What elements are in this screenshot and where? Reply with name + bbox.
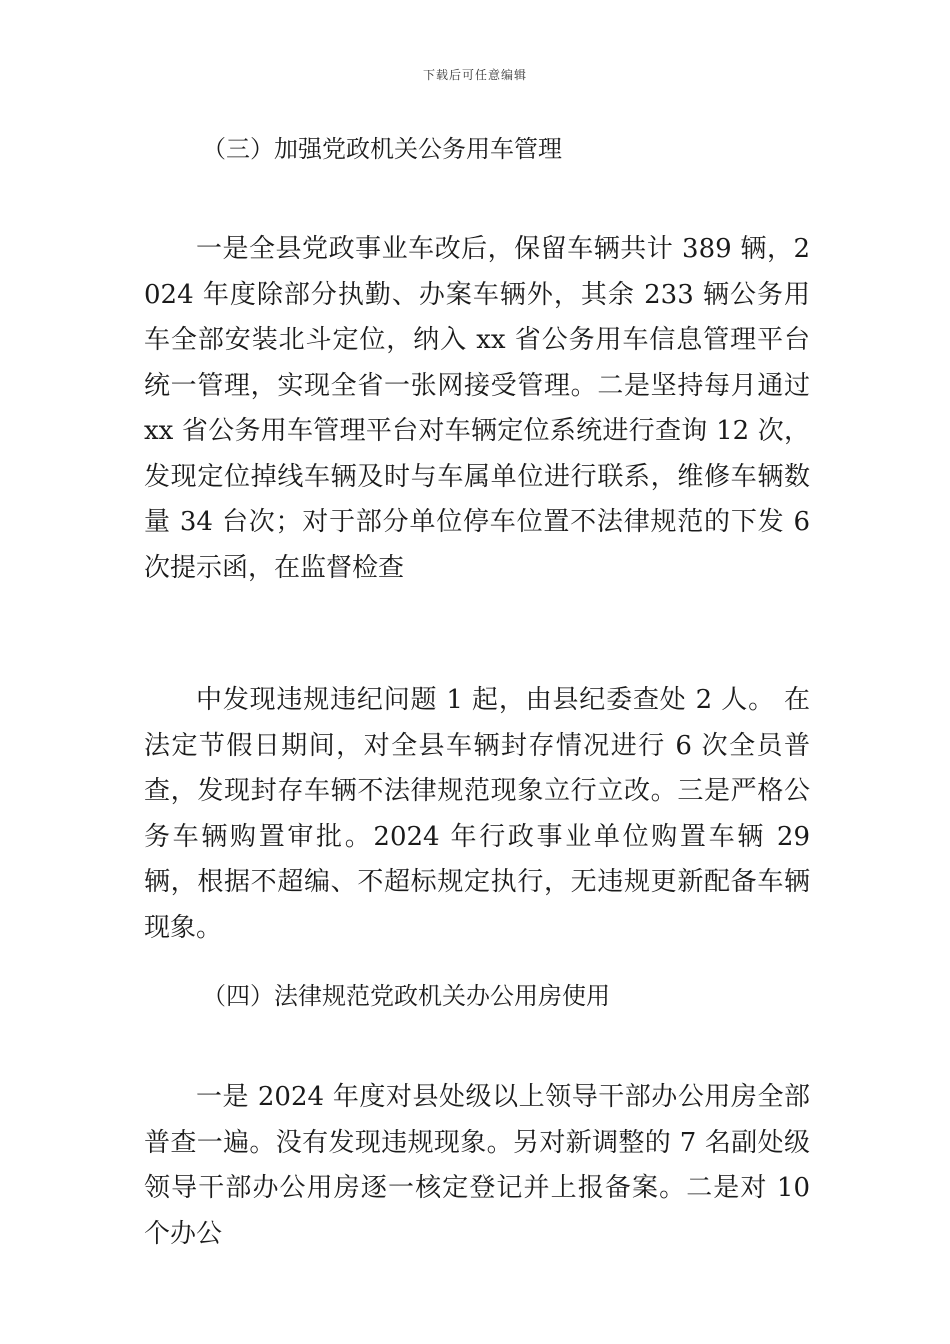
section-heading-4: （四）法律规范党政机关办公用房使用 [202,982,610,1010]
paragraph-3: 一是 2024 年度对县处级以上领导干部办公用房全部普查一遍。没有发现违规现象。另对新调整的 7 名副处级领导干部办公用房逐一核定登记并上报备案。二是对 10 个办公 [144,1082,810,1249]
section-heading-3: （三）加强党政机关公务用车管理 [202,135,562,163]
paragraph-1: 一是全县党政事业车改后，保留车辆共计 389 辆，2024 年度除部分执勤、办案车辆外，其余 233 辆公务用车全部安装北斗定位，纳入 xx 省公务用车信息管理平台统一管理，实现全省一张网接受管理。二是坚持每月通过 xx 省公务用车管理平台对车辆定位系统进行查询 12 次，发现定位掉线车辆及时与车属单位进行联系，维修车辆数量 34 台次；对于部分单位停车位置不法律规范的下发 6 次提示函，在监督检查 [144,234,810,583]
header-note: 下载后可任意编辑 [422,68,527,82]
paragraph-2: 中发现违规违纪问题 1 起，由县纪委查处 2 人。 在法定节假日期间，对全县车辆封存情况进行 6 次全员普查，发现封存车辆不法律规范现象立行立改。三是严格公务车辆购置审批。2024 年行政事业单位购置车辆 29 辆，根据不超编、不超标规定执行，无违规更新配备车辆现象。 [144,685,810,943]
